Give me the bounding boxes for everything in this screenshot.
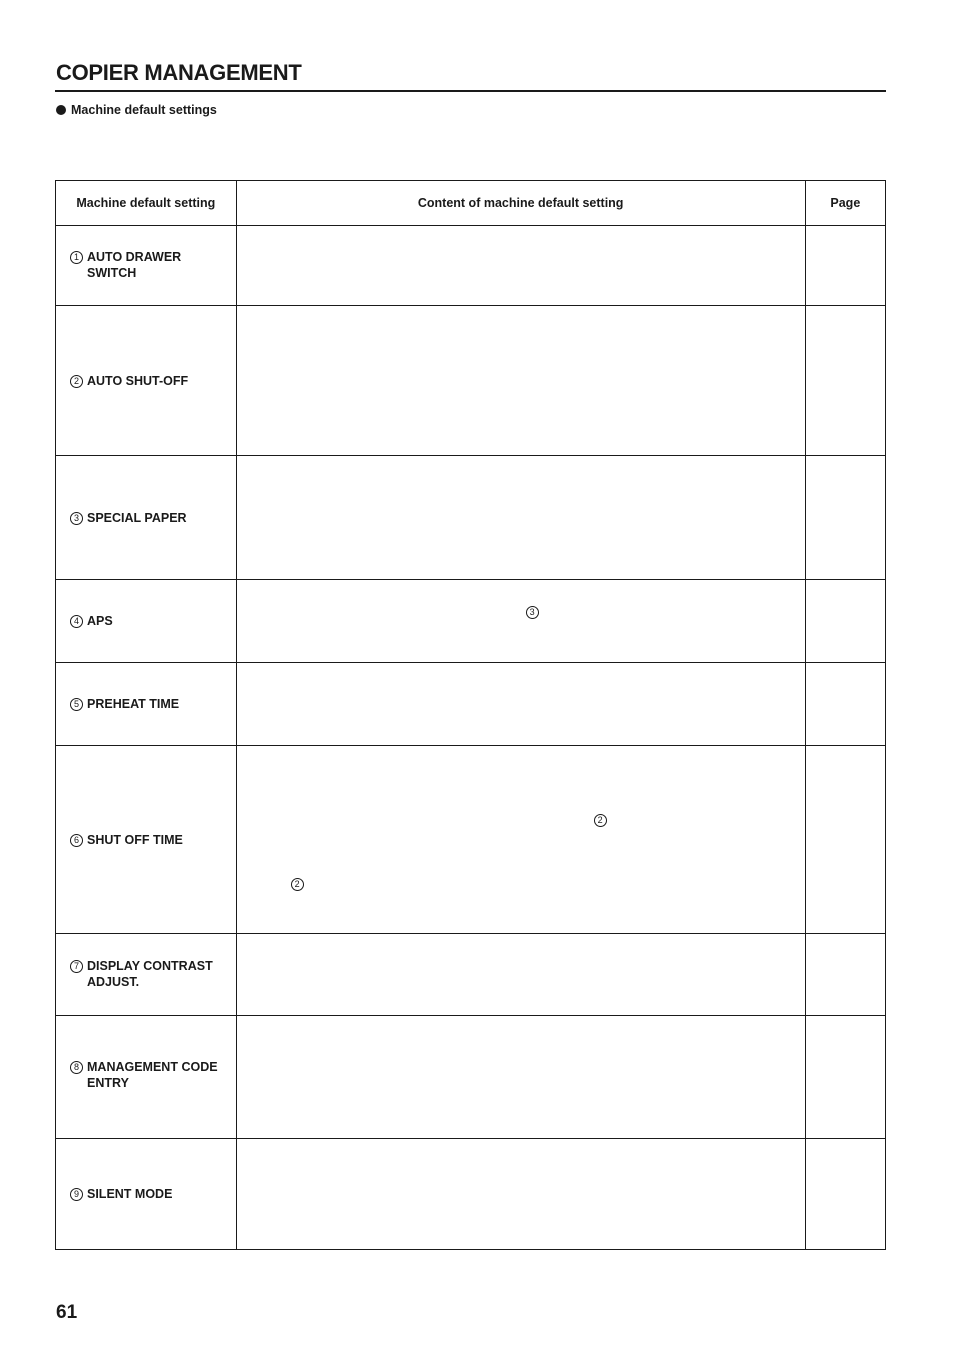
title-rule [55,90,886,92]
setting-content-cell [236,306,805,456]
setting-name-cell [56,746,237,934]
setting-name-cell [56,663,237,746]
setting-name: SHUT OFF TIME [87,832,183,847]
setting-name-cell [56,580,237,663]
setting-name: DISPLAY CONTRAST ADJUST. [87,958,213,989]
page-title: COPIER MANAGEMENT [56,60,302,85]
setting-name: APS [87,614,113,628]
page-cell [805,934,885,1016]
reference-marker: 2 [291,878,304,891]
table-row [56,1016,886,1139]
table-row [56,306,886,456]
table-header-row [56,181,886,226]
setting-content-cell [236,456,805,580]
page-cell [805,663,885,746]
setting-name-cell [56,934,237,1016]
page-number: 61 [56,1302,78,1323]
reference-marker: 2 [594,814,607,827]
table-row [56,934,886,1016]
setting-content-cell [236,1016,805,1139]
table-row [56,663,886,746]
setting-content-cell [236,934,805,1016]
subtitle-text: Machine default settings [71,103,217,117]
setting-content-cell [236,746,805,934]
page-cell [805,306,885,456]
item-number: 4 [70,615,83,628]
setting-name: MANAGEMENT CODE ENTRY [87,1060,218,1090]
page-cell [805,746,885,934]
setting-name: SILENT MODE [87,1187,173,1201]
item-number: 8 [70,1061,83,1074]
item-number: 1 [70,251,83,264]
item-number: 6 [70,834,83,847]
reference-marker: 3 [526,606,539,619]
column-header: Content of machine default setting [236,181,805,226]
column-header: Machine default setting [56,181,237,226]
page-cell [805,580,885,663]
setting-name-cell [56,456,237,580]
page-cell [805,456,885,580]
settings-table [55,180,886,1250]
column-header: Page [805,181,885,226]
item-number: 7 [70,960,83,973]
item-number: 2 [70,375,83,388]
setting-name-cell [56,306,237,456]
page-cell [805,1016,885,1139]
setting-name: SPECIAL PAPER [87,510,187,525]
setting-name-cell [56,1139,237,1250]
table-row [56,580,886,663]
setting-name: AUTO DRAWER SWITCH [87,249,182,280]
table-row [56,746,886,934]
item-number: 5 [70,698,83,711]
page-cell [805,1139,885,1250]
bullet-icon [56,105,66,115]
setting-content-cell [236,226,805,306]
setting-name: PREHEAT TIME [87,697,180,711]
section-subtitle [56,103,217,117]
table-row [56,226,886,306]
table-row [56,1139,886,1250]
setting-name-cell [56,226,237,306]
setting-content-cell [236,1139,805,1250]
table-row [56,456,886,580]
setting-name: AUTO SHUT-OFF [87,373,189,388]
item-number: 3 [70,512,83,525]
page-cell [805,226,885,306]
setting-content-cell [236,580,805,663]
item-number: 9 [70,1188,83,1201]
setting-name-cell [56,1016,237,1139]
setting-content-cell [236,663,805,746]
